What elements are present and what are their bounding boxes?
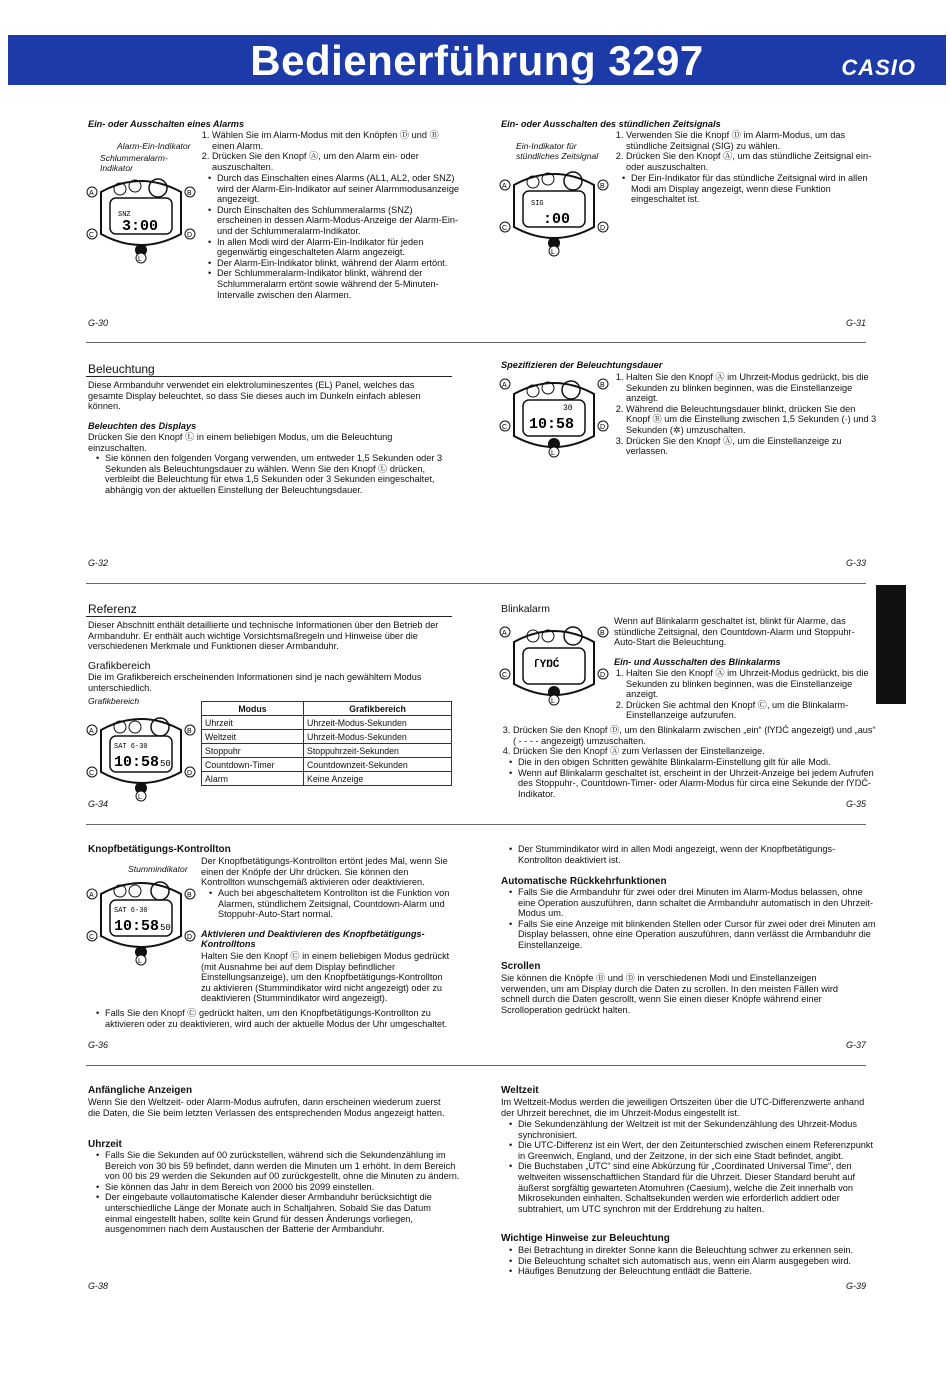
s7-bullet: • Falls Sie den Knopf Ⓒ gedrückt halten, um den Knopfbetätigungs-Kontrollton zu aktivieren oder zu deaktivieren, wird auch der aktuelle Modus der Uhr umgeschaltet.: [105, 1008, 461, 1029]
table-cell: Alarm: [202, 772, 304, 786]
s6-step: 3. Drücken Sie den Knopf Ⓓ, um den Blinkalarm zwischen „ein“ (ſYŊĆ angezeigt) und „aus“ ( - - - - angezeigt) umzuschalten.: [513, 725, 878, 746]
s8-bullet: • Der Stummindikator wird in allen Modi angezeigt, wenn der Knopfbetätigungs-Kontrollton deaktiviert ist.: [518, 844, 876, 865]
s5-subheading: Grafikbereich: [88, 660, 151, 672]
divider: [86, 342, 866, 343]
s1-watch-figure: [86, 172, 196, 264]
s7-caption: Stummindikator: [128, 864, 188, 874]
s1-steps: [200, 130, 462, 172]
table-cell: Uhrzeit-Modus-Sekunden: [304, 730, 452, 744]
s7-display-top: SAT 6-30: [114, 907, 148, 915]
s8-bullets: [508, 844, 876, 865]
s4-display-sec: 30: [563, 404, 573, 413]
svg-text:D: D: [600, 672, 606, 679]
s5-heading: Referenz: [88, 602, 137, 616]
svg-text:C: C: [89, 232, 95, 239]
s3-bullet: • Sie können den folgenden Vorgang verwenden, um entweder 1,5 Sekunden oder 3 Sekunden als Beleuchtungsdauer zu wählen. Wenn Sie den Knopf Ⓛ drücken, verbleibt die Beleuchtung für etwa 1,5 Sekunden oder 3 Sekunden eingeschaltet, abhängig von der aktuellen Einstellung der Beleuchtungsdauer.: [105, 453, 460, 495]
svg-text:D: D: [187, 770, 193, 777]
s2-bullets: [621, 173, 876, 205]
svg-text:A: A: [502, 183, 507, 190]
page-number: G-31: [846, 318, 867, 328]
svg-text:L: L: [138, 256, 142, 263]
s2-display: :00: [543, 211, 571, 228]
svg-text:D: D: [600, 225, 606, 232]
s2-caption: Ein-Indikator für stündliches Zeitsignal: [516, 141, 599, 161]
s5-display-top: SAT 6-30: [114, 743, 148, 751]
s2-steps: [614, 130, 878, 172]
s4-steps: [614, 372, 878, 457]
section-tab: [876, 585, 906, 704]
s6-steps-b: [501, 725, 878, 757]
s10-bullet: • Bei Betrachtung in direkter Sonne kann die Beleuchtung schwer zu erkennen sein.: [518, 1245, 876, 1256]
s6-step: 1. Halten Sie den Knopf Ⓐ im Uhrzeit-Modus gedrückt, bis die Sekunden zu blinken beginnen, was die Einstellanzeige anzeigt.: [626, 668, 878, 700]
s1-bullet: • Durch Einschalten des Schlummeralarms (SNZ) erscheinen in dessen Alarm-Modus-Anzeige der Alarm-Ein- und der Schlummeralarm-Indikator.: [217, 205, 460, 237]
s9-body: Wenn Sie den Weltzeit- oder Alarm-Modus aufrufen, dann erscheinen wiederum zuerst die Daten, die Sie beim letzten Verlassen des entsprechenden Modus angezeigt hatten.: [88, 1097, 445, 1118]
casio-logo: CASIO: [841, 55, 916, 80]
s10-bullet: • Die UTC-Differenz ist ein Wert, der den Zeitunterschied zwischen einem Referenzpunkt in Greenwich, England, und der Zeitzone, in der sich eine Stadt befindet, angibt.: [518, 1140, 876, 1161]
s6-bullet: • Wenn auf Blinkalarm geschaltet ist, erscheint in der Uhrzeit-Anzeige bei jedem Aufrufen des Stoppuhr-, Countdown-Timer- oder Alarm-Modus für circa eine Sekunde der ſYŊĆ-Indikator.: [518, 768, 876, 800]
table-row: [202, 730, 452, 744]
table-row: [202, 716, 452, 730]
s7-watch-figure: [86, 874, 196, 966]
s10-bullet: • Die Buchstaben „UTC“ sind eine Abkürzung für „Coordinated Universal Time“, den weltweiten wissenschaftlichen Standard für die Uhrzeit. Dieser Standard beruht auf äußerst sorgfältig gewarteten Atomuhren (Caesium), welche die Zeit innerhalb von Mikrosekunden einhalten. Schaltsekunden werden wie erforderlich addiert oder subtrahiert, um UTC synchron mit der Erddrehung zu halten.: [518, 1161, 876, 1214]
header-bar: [8, 35, 946, 85]
svg-text:B: B: [187, 190, 192, 197]
s10-bullet: • Die Beleuchtung schaltet sich automatisch aus, wenn ein Alarm ausgegeben wird.: [518, 1256, 876, 1267]
s5-display: 10:58: [114, 754, 160, 771]
s5-display-sec: 50: [160, 759, 171, 769]
svg-text:A: A: [89, 728, 94, 735]
s8-bullet: • Falls Sie die Armbanduhr für zwei oder drei Minuten im Alarm-Modus belassen, ohne eine Operation auszuführen, dann schaltet die Armbanduhr automatisch in den Uhrzeit-Modus um.: [518, 887, 876, 919]
s7-display: 10:58: [114, 918, 160, 935]
s2-step: 2. Drücken Sie den Knopf Ⓐ, um das stündliche Zeitsignal ein- oder auszuschalten.: [626, 151, 878, 172]
s6-bullets: [508, 757, 876, 799]
table-cell: Keine Anzeige: [304, 772, 452, 786]
page-number: G-38: [88, 1281, 109, 1291]
s8-subheading-auto-return: Automatische Rückkehrfunktionen: [501, 876, 667, 887]
s7-bullets: [208, 888, 461, 920]
table-row: [202, 758, 452, 772]
s2-watch-figure: [499, 165, 609, 257]
svg-text:C: C: [502, 672, 508, 679]
s5-intro: Dieser Abschnitt enthält detaillierte und technische Informationen über den Betrieb der Armbanduhr. Er enthält auch wichtige Vorsichtsmaßregeln und Hinweise über die verschiedenen Merkmale und Funktionen dieser Armbanduhr.: [88, 620, 439, 652]
s2-heading: Ein- oder Ausschalten des stündlichen Zeitsignals: [501, 119, 721, 129]
svg-text:C: C: [89, 770, 95, 777]
svg-text:L: L: [551, 450, 555, 457]
s9-bullet: • Der eingebaute vollautomatische Kalender dieser Armbanduhr berücksichtigt die unterschiedliche Länge der Monate auch in Schaltjahren. Sobald Sie das Datum einmal eingestellt haben, sollte kein Grund für dessen Änderungs vorliegen, ausgenommen nach dem Austauschen der Batterie der Armbanduhr.: [105, 1192, 460, 1234]
page-number: G-33: [846, 558, 867, 568]
s8-bullet: • Falls Sie eine Anzeige mit blinkenden Stellen oder Cursor für zwei oder drei Minuten am Display belassen, ohne eine Operation auszuführen, dann verlässt die Armbanduhr die Einstellanzeige.: [518, 919, 876, 951]
s10-heading: Weltzeit: [501, 1085, 539, 1096]
s4-step: 2. Während die Beleuchtungsdauer blinkt, drücken Sie den Knopf Ⓑ um die Einstellung zwischen 1,5 Sekunden (·) und 3 Sekunden (✲) umzuschalten.: [626, 404, 878, 436]
s2-step: 1. Verwenden Sie die Knopf Ⓓ im Alarm-Modus, um das stündliche Zeitsignal (SIG) zu wählen.: [626, 130, 878, 151]
page-number: G-37: [846, 1040, 867, 1050]
s3-bullets: [95, 453, 460, 495]
page-number: G-30: [88, 318, 109, 328]
s6-step: 2. Drücken Sie achtmal den Knopf Ⓒ, um die Blinkalarm-Einstellanzeige aufzurufen.: [626, 700, 878, 721]
s6-heading: Blinkalarm: [501, 603, 551, 615]
table-row: [202, 744, 452, 758]
svg-text:L: L: [138, 958, 142, 965]
s10-bullet: • Häufiges Benutzung der Beleuchtung entlädt die Batterie.: [518, 1266, 876, 1277]
s9-subheading: Uhrzeit: [88, 1139, 122, 1150]
divider: [86, 1065, 866, 1066]
s9-bullet: • Sie können das Jahr in dem Bereich von 2000 bis 2099 einstellen.: [105, 1182, 460, 1193]
table-cell: Countdownzeit-Sekunden: [304, 758, 452, 772]
s4-display: 10:58: [529, 416, 575, 433]
table-cell: Countdown-Timer: [202, 758, 304, 772]
s1-bullet: • Der Alarm-Ein-Indikator blinkt, während der Alarm ertönt.: [217, 258, 460, 269]
s3-subheading: Beleuchten des Displays: [88, 421, 197, 431]
s1-step: 2. Drücken Sie den Knopf Ⓐ, um den Alarm ein- oder auszuschalten.: [212, 151, 462, 172]
s4-heading: Spezifizieren der Beleuchtungsdauer: [501, 360, 663, 370]
s1-caption-alarm: Alarm-Ein-Indikator: [117, 141, 191, 151]
svg-text:C: C: [502, 225, 508, 232]
s8-body: Sie können die Knöpfe Ⓑ und Ⓓ in verschiedenen Modi und Einstellanzeigen verwenden, um am Display durch die Daten zu scrollen. In den meisten Fällen wird schnell durch die Daten gescrollt, wenn Sie einen dieser Knöpfe während einer Scrolloperation gedrückt halten.: [501, 973, 839, 1015]
s3-body: Drücken Sie den Knopf Ⓛ in einem beliebigen Modus, um die Beleuchtung einzuschalten.: [88, 432, 393, 453]
s4-step: 3. Drücken Sie den Knopf Ⓐ, um die Einstellanzeige zu verlassen.: [626, 436, 878, 457]
svg-text:B: B: [600, 630, 605, 637]
s3-heading: Beleuchtung: [88, 362, 155, 376]
s1-bullet: • Der Schlummeralarm-Indikator blinkt, während der Schlummeralarm ertönt sowie während der 5-Minuten-Intervalle zwischen den Alarmen.: [217, 268, 460, 300]
svg-text:B: B: [600, 382, 605, 389]
svg-text:B: B: [187, 728, 192, 735]
s8-bullets1: [508, 887, 876, 951]
svg-text:L: L: [551, 698, 555, 705]
svg-text:L: L: [138, 794, 142, 801]
manual-title: Bedienerführung 3297: [250, 37, 704, 84]
svg-text:C: C: [502, 424, 508, 431]
s5-body: Die im Grafikbereich erscheinenden Informationen sind je nach gewähltem Modus unterschiedlich.: [88, 672, 422, 693]
s6-watch-figure: [499, 622, 609, 714]
s8-subheading-scroll: Scrollen: [501, 961, 541, 972]
s10-subheading: Wichtige Hinweise zur Beleuchtung: [501, 1233, 670, 1244]
s9-heading: Anfängliche Anzeigen: [88, 1085, 193, 1096]
s7-bullet: • Auch bei abgeschaltetem Kontrollton ist die Funktion von Alarmen, stündlichem Zeitsignal, Countdown-Alarm und Stoppuhr-Auto-Start normal.: [218, 888, 461, 920]
s1-caption-snz: Schlummeralarm- Indikator: [100, 153, 168, 173]
s3-intro: Diese Armbanduhr verwendet ein elektrolumineszentes (EL) Panel, welches das gesamte Display beleuchtet, so dass Sie dieses auch im Dunkeln einfach ablesen können.: [88, 380, 421, 412]
s4-watch-figure: [499, 374, 609, 466]
s6-intro: Wenn auf Blinkalarm geschaltet ist, blinkt für Alarme, das stündliche Zeitsignal, den Countdown-Alarm und Stoppuhr-Auto-Start die Beleuchtung.: [614, 616, 855, 648]
table-cell: Uhrzeit: [202, 716, 304, 730]
svg-text:B: B: [600, 183, 605, 190]
s1-bullets: [207, 173, 460, 300]
s6-step: 4. Drücken Sie den Knopf Ⓐ zum Verlassen der Einstellanzeige.: [513, 746, 878, 757]
svg-text:A: A: [89, 892, 94, 899]
s6-bullet: • Die in den obigen Schritten gewählte Blinkalarm-Einstellung gilt für alle Modi.: [518, 757, 876, 768]
svg-text:L: L: [551, 249, 555, 256]
page-number: G-34: [88, 799, 109, 809]
s6-steps-a: [614, 668, 878, 721]
s7-bullets2: [95, 1008, 461, 1029]
s10-bullet: • Die Sekundenzählung der Weltzeit ist mit der Sekundenzählung des Uhrzeit-Modus synchronisiert.: [518, 1119, 876, 1140]
svg-text:D: D: [187, 934, 193, 941]
s10-body: Im Weltzeit-Modus werden die jeweiligen Ortszeiten über die UTC-Differenzwerte anhand der Uhrzeit berechnet, die im Uhrzeit-Modus eingestellt ist.: [501, 1097, 865, 1118]
divider: [86, 824, 866, 825]
table-cell: Stoppuhrzeit-Sekunden: [304, 744, 452, 758]
svg-text:A: A: [502, 630, 507, 637]
s7-body: Halten Sie den Knopf Ⓒ in einem beliebigen Modus gedrückt (mit Ausnahme bei auf dem Display befindlicher Einstellungsanzeige), um den Knopfbetätigungs-Kontrollton zu aktivieren (Stummindikator wird nicht angezeigt) oder zu deaktivieren (Stummindikator wird angezeigt).: [201, 951, 450, 1004]
svg-text:A: A: [502, 382, 507, 389]
s1-display-top: SNZ: [118, 211, 131, 219]
s7-heading: Knopfbetätigungs-Kontrollton: [88, 844, 231, 855]
svg-text:D: D: [187, 232, 193, 239]
s2-bullet: • Der Ein-Indikator für das stündliche Zeitsignal wird in allen Modi am Display angezeigt, wenn diese Funktion eingeschaltet ist.: [631, 173, 876, 205]
page-number: G-36: [88, 1040, 109, 1050]
s6-display: ſYŊĆ: [533, 659, 560, 671]
s9-bullet: • Falls Sie die Sekunden auf 00 zurückstellen, während sich die Sekundenzählung im Bereich von 30 bis 59 befindet, dann werden die Minuten um 1 erhöht. In dem Bereich von 00 bis 29 werden die Sekunden auf 00 zurückgestellt, ohne die Minuten zu ändern.: [105, 1150, 460, 1182]
s2-display-top: SIG: [531, 200, 544, 208]
table-header: Modus: [202, 702, 304, 716]
graphic-area-table: [201, 701, 452, 786]
page-number: G-39: [846, 1281, 867, 1291]
svg-text:A: A: [89, 190, 94, 197]
s1-display: 3:00: [122, 218, 159, 235]
heading-rule: [86, 616, 452, 617]
s5-caption: Grafikbereich: [88, 696, 140, 706]
table-cell: Uhrzeit-Modus-Sekunden: [304, 716, 452, 730]
s1-bullet: • Durch das Einschalten eines Alarms (AL1, AL2, oder SNZ) wird der Alarm-Ein-Indikator auf seiner Alarmmodusanzeige angezeigt.: [217, 173, 460, 205]
s7-display-sec: 50: [160, 923, 171, 933]
table-header: Grafikbereich: [304, 702, 452, 716]
svg-text:B: B: [187, 892, 192, 899]
s1-bullet: • In allen Modi wird der Alarm-Ein-Indikator für jeden gegenwärtig eingeschalteten Alarm angezeigt.: [217, 237, 460, 258]
svg-text:D: D: [600, 424, 606, 431]
s10-bullets2: [508, 1245, 876, 1277]
table-row: [202, 772, 452, 786]
page-number: G-32: [88, 558, 109, 568]
s7-intro: Der Knopfbetätigungs-Kontrollton ertönt jedes Mal, wenn Sie einen der Knöpfe der Uhr drücken. Sie können den Kontrollton wunschgemäß aktivieren oder deaktivieren.: [201, 856, 448, 888]
s10-bullets: [508, 1119, 876, 1214]
s6-subheading: Ein- und Ausschalten des Blinkalarms: [614, 657, 781, 667]
heading-rule: [86, 376, 452, 377]
divider: [86, 583, 866, 584]
s9-bullets: [95, 1150, 460, 1235]
table-cell: Stoppuhr: [202, 744, 304, 758]
s1-heading: Ein- oder Ausschalten eines Alarms: [88, 119, 245, 129]
s1-step: 1. Wählen Sie im Alarm-Modus mit den Knöpfen Ⓓ und Ⓑ einen Alarm.: [212, 130, 462, 151]
svg-text:C: C: [89, 934, 95, 941]
page-number: G-35: [846, 799, 867, 809]
table-cell: Weltzeit: [202, 730, 304, 744]
s7-subheading: Aktivieren und Deaktivieren des Knopfbetätigungs-Kontrolltons: [201, 929, 425, 949]
s5-watch-figure: [86, 710, 196, 802]
s4-step: 1. Halten Sie den Knopf Ⓐ im Uhrzeit-Modus gedrückt, bis die Sekunden zu blinken beginnen, was die Einstellanzeige anzeigt.: [626, 372, 878, 404]
